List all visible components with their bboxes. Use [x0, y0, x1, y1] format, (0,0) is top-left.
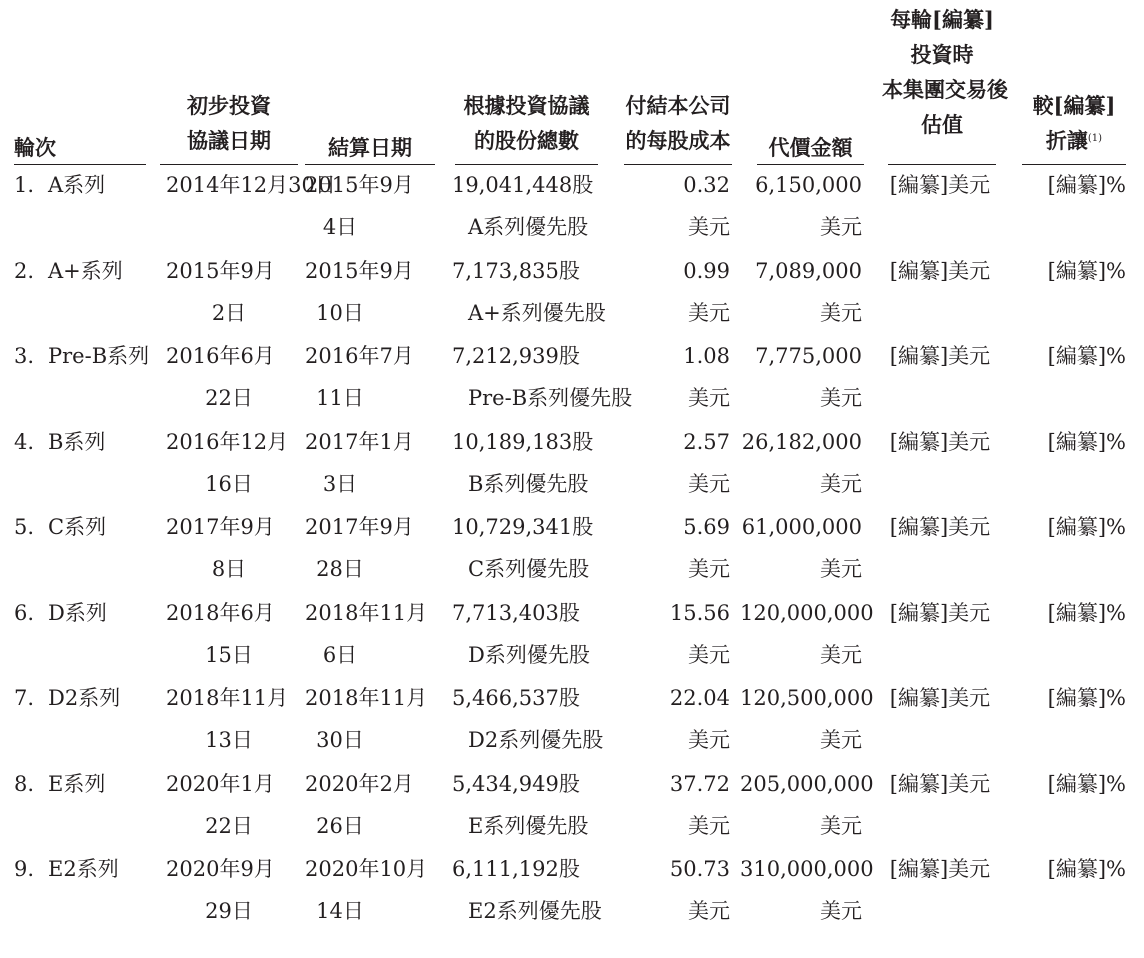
initial-date-line1: 2016年12月 [166, 429, 289, 454]
post-money-valuation: [編纂]美元 [889, 344, 991, 368]
header-rule-settle-date [305, 164, 435, 165]
discount-value: [編纂]% [1047, 429, 1126, 454]
initial-date-line2: 2日 [211, 300, 247, 325]
consideration-amount: 120,500,000 [740, 686, 874, 710]
consideration-currency: 美元 [820, 642, 862, 667]
round-series: Pre-B系列 [48, 344, 150, 368]
settle-date-line1: 2020年10月 [305, 857, 428, 881]
post-money-valuation: [編纂]美元 [889, 173, 991, 197]
cost-per-share: 5.69 [683, 515, 730, 539]
consideration-currency: 美元 [820, 471, 862, 496]
shares-class: B系列優先股 [468, 471, 589, 496]
shares-class: D2系列優先股 [468, 728, 604, 752]
header-rule-discount [1022, 164, 1126, 165]
cost-per-share: 50.73 [669, 857, 730, 881]
shares-count: 7,173,835股 [452, 258, 580, 283]
shares-count: 5,434,949股 [452, 771, 580, 796]
discount-value: [編纂]% [1047, 600, 1126, 625]
consideration-amount: 310,000,000 [740, 857, 874, 881]
settle-date-line2: 28日 [316, 557, 364, 581]
initial-date-line1: 2018年6月 [166, 600, 275, 625]
discount-value: [編纂]% [1047, 344, 1126, 368]
round-series: D2系列 [48, 686, 121, 710]
shares-class: A系列優先股 [468, 215, 589, 239]
shares-count: 5,466,537股 [452, 686, 580, 710]
cost-currency: 美元 [688, 642, 730, 667]
settle-date-line2: 26日 [316, 813, 364, 838]
header-valuation-line: 每輪[編纂] [890, 7, 994, 32]
consideration-amount: 7,775,000 [755, 344, 862, 368]
settle-date-line2: 30日 [316, 728, 364, 752]
consideration-amount: 6,150,000 [755, 173, 862, 197]
consideration-currency: 美元 [820, 215, 862, 239]
header-valuation-line: 估值 [921, 112, 963, 137]
header-rule-cost [624, 164, 732, 165]
post-money-valuation: [編纂]美元 [889, 429, 991, 454]
initial-date-line1: 2020年9月 [166, 857, 275, 881]
post-money-valuation: [編纂]美元 [889, 857, 991, 881]
initial-date-line1: 2014年12月30日 [166, 173, 336, 197]
header-discount-line: 較[編纂] [1032, 93, 1116, 118]
round-number: 2. [14, 258, 35, 283]
initial-date-line2: 13日 [205, 728, 253, 752]
cost-currency: 美元 [688, 813, 730, 838]
settle-date-line2: 14日 [316, 899, 364, 923]
settle-date-line1: 2015年9月 [305, 173, 414, 197]
post-money-valuation: [編纂]美元 [889, 771, 991, 796]
cost-currency: 美元 [688, 215, 730, 239]
header-settle-date [305, 130, 435, 165]
header-rule-shares [455, 164, 598, 165]
settle-date-line1: 2018年11月 [305, 600, 428, 625]
cost-per-share: 0.32 [683, 173, 730, 197]
header-valuation-line: 投資時 [910, 42, 974, 67]
cost-per-share: 2.57 [683, 429, 730, 454]
cost-currency: 美元 [688, 899, 730, 923]
initial-date-line1: 2020年1月 [166, 771, 275, 796]
shares-count: 7,713,403股 [452, 600, 580, 625]
cost-currency: 美元 [688, 300, 730, 325]
header-discount-text: 折讓 [1045, 128, 1088, 153]
initial-date-line2: 22日 [205, 386, 253, 410]
initial-date-line2: 8日 [211, 557, 247, 581]
cost-currency: 美元 [688, 728, 730, 752]
header-shares-line: 根據投資協議 [463, 93, 590, 118]
round-number: 1. [14, 173, 35, 197]
header-rule-round [14, 164, 146, 165]
consideration-amount: 26,182,000 [741, 429, 862, 454]
cost-per-share: 0.99 [683, 258, 730, 283]
shares-class: Pre-B系列優先股 [468, 386, 633, 410]
header-cost-line: 付結本公司 [625, 93, 731, 118]
post-money-valuation: [編纂]美元 [889, 515, 991, 539]
cost-per-share: 15.56 [669, 600, 730, 625]
header-consideration-line: 代價金額 [768, 135, 853, 160]
round-number: 7. [14, 686, 35, 710]
header-round [14, 130, 134, 165]
post-money-valuation: [編纂]美元 [889, 686, 991, 710]
shares-class: E系列優先股 [468, 813, 589, 838]
header-initial-date-line: 初步投資 [187, 93, 271, 118]
cost-currency: 美元 [688, 557, 730, 581]
header-initial-date [160, 88, 298, 158]
discount-value: [編纂]% [1047, 771, 1126, 796]
round-number: 9. [14, 857, 35, 881]
header-shares [455, 88, 598, 158]
header-cost-line: 的每股成本 [625, 128, 731, 153]
header-discount [1022, 88, 1126, 158]
shares-class: E2系列優先股 [468, 899, 602, 923]
header-initial-date-line: 協議日期 [187, 128, 271, 153]
header-shares-line: 的股份總數 [474, 128, 579, 153]
initial-date-line1: 2015年9月 [166, 258, 275, 283]
shares-count: 7,212,939股 [452, 344, 580, 368]
post-money-valuation: [編纂]美元 [889, 600, 991, 625]
consideration-currency: 美元 [820, 300, 862, 325]
round-series: E2系列 [48, 857, 119, 881]
initial-date-line2: 16日 [205, 471, 253, 496]
round-number: 8. [14, 771, 35, 796]
settle-date-line1: 2016年7月 [305, 344, 414, 368]
round-number: 3. [14, 344, 35, 368]
settle-date-line1: 2015年9月 [305, 258, 414, 283]
header-valuation-line: 本集團交易後 [882, 77, 1008, 102]
consideration-amount: 61,000,000 [741, 515, 862, 539]
shares-count: 19,041,448股 [452, 173, 594, 197]
discount-value: [編纂]% [1047, 857, 1126, 881]
settle-date-line2: 6日 [322, 642, 358, 667]
settle-date-line2: 10日 [316, 300, 364, 325]
round-series: A系列 [48, 173, 106, 197]
round-number: 6. [14, 600, 35, 625]
shares-class: D系列優先股 [468, 642, 590, 667]
footnote-marker: (1) [1087, 133, 1103, 144]
shares-count: 10,729,341股 [452, 515, 594, 539]
settle-date-line1: 2017年1月 [305, 429, 414, 454]
initial-date-line2: 15日 [205, 642, 253, 667]
cost-per-share: 22.04 [669, 686, 730, 710]
cost-currency: 美元 [688, 471, 730, 496]
settle-date-line2: 11日 [316, 386, 364, 410]
shares-class: C系列優先股 [468, 557, 590, 581]
initial-date-line1: 2017年9月 [166, 515, 275, 539]
header-rule-valuation [888, 164, 996, 165]
shares-count: 10,189,183股 [452, 429, 594, 454]
settle-date-line2: 3日 [322, 471, 358, 496]
settle-date-line1: 2020年2月 [305, 771, 414, 796]
round-series: B系列 [48, 429, 106, 454]
header-discount-line [1022, 123, 1126, 158]
header-consideration [757, 130, 864, 165]
shares-count: 6,111,192股 [452, 857, 580, 881]
consideration-amount: 7,089,000 [755, 258, 862, 283]
initial-date-line1: 2018年11月 [166, 686, 289, 710]
discount-value: [編纂]% [1047, 258, 1126, 283]
settle-date-line1: 2017年9月 [305, 515, 414, 539]
round-number: 4. [14, 429, 35, 454]
consideration-amount: 205,000,000 [740, 771, 874, 796]
header-settle-date-line: 結算日期 [328, 135, 412, 160]
round-series: C系列 [48, 515, 107, 539]
header-rule-initial-date [160, 164, 298, 165]
header-cost [624, 88, 732, 158]
round-series: E系列 [48, 771, 106, 796]
round-series: D系列 [48, 600, 107, 625]
header-valuation [882, 2, 1008, 142]
round-number: 5. [14, 515, 35, 539]
discount-value: [編纂]% [1047, 173, 1126, 197]
settle-date-line2: 4日 [322, 215, 358, 239]
consideration-currency: 美元 [820, 728, 862, 752]
shares-class: A+系列優先股 [468, 300, 606, 325]
post-money-valuation: [編纂]美元 [889, 258, 991, 283]
consideration-amount: 120,000,000 [740, 600, 874, 625]
initial-date-line1: 2016年6月 [166, 344, 275, 368]
round-series: A+系列 [48, 258, 123, 283]
consideration-currency: 美元 [820, 813, 862, 838]
consideration-currency: 美元 [820, 557, 862, 581]
header-rule-consideration [757, 164, 864, 165]
consideration-currency: 美元 [820, 899, 862, 923]
discount-value: [編纂]% [1047, 515, 1126, 539]
header-round-line: 輪次 [14, 135, 56, 160]
cost-per-share: 1.08 [683, 344, 730, 368]
initial-date-line2: 29日 [205, 899, 253, 923]
consideration-currency: 美元 [820, 386, 862, 410]
discount-value: [編纂]% [1047, 686, 1126, 710]
cost-per-share: 37.72 [669, 771, 730, 796]
settle-date-line1: 2018年11月 [305, 686, 428, 710]
cost-currency: 美元 [688, 386, 730, 410]
initial-date-line2: 22日 [205, 813, 253, 838]
